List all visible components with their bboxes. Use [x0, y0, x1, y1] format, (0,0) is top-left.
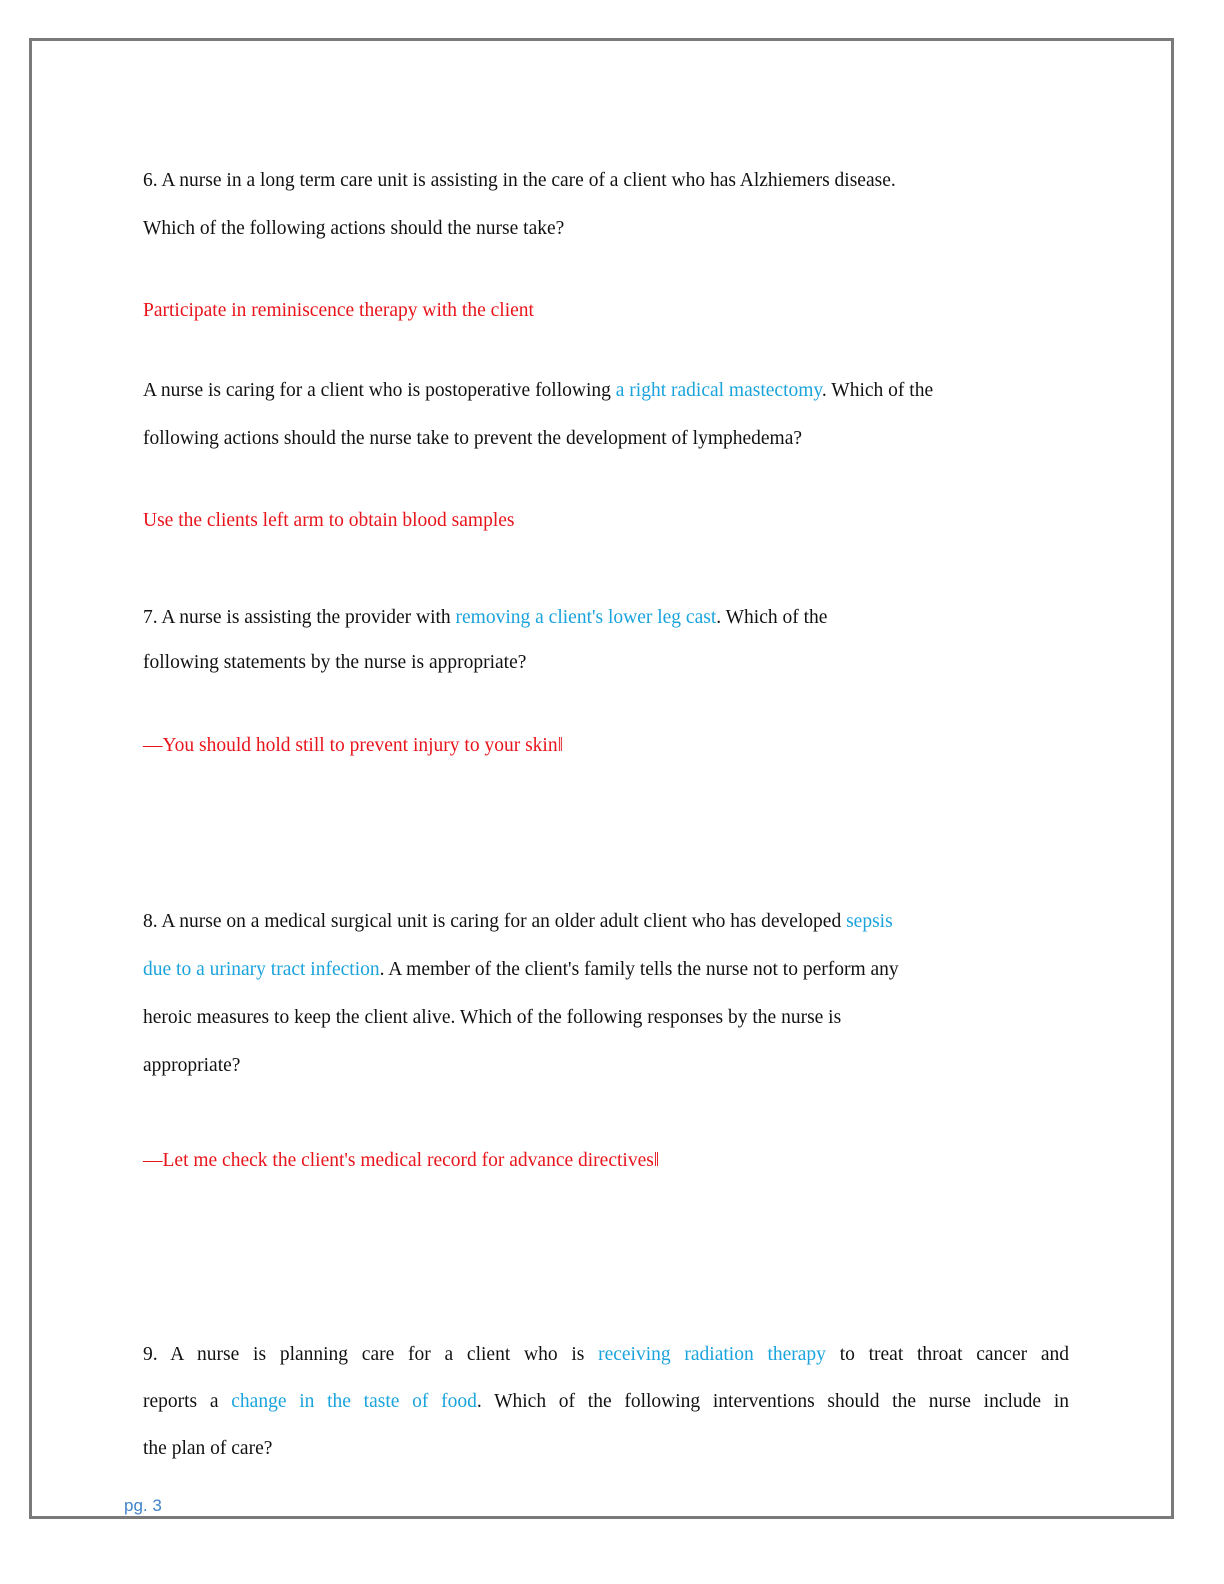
- q6b-answer: Use the clients left arm to obtain blood samples: [143, 510, 515, 531]
- q8-answer: —Let me check the client's medical record for advance directives‖: [143, 1150, 660, 1171]
- q8-highlight-2: due to a urinary tract infection: [143, 959, 380, 980]
- page-number: pg. 3: [124, 1496, 162, 1515]
- q9-line1: [143, 1342, 1069, 1368]
- q6b-line1-pre: A nurse is caring for a client who is postoperative following: [143, 380, 616, 401]
- q6-line1: 6. A nurse in a long term care unit is assisting in the care of a client who has Alzhiemers disease.: [143, 170, 896, 191]
- q9-line1-pre: 9. A nurse is planning care for a client who is: [143, 1344, 599, 1365]
- q6b-line2: following actions should the nurse take to prevent the development of lymphedema?: [143, 428, 803, 449]
- q9-line2-pre: reports a: [143, 1391, 232, 1412]
- q9-line3: the plan of care?: [143, 1438, 273, 1459]
- q8-highlight-1: sepsis: [846, 911, 893, 932]
- q7-answer: —You should hold still to prevent injury to your skin‖: [143, 735, 564, 756]
- q9-line1-post: to treat throat cancer and: [825, 1344, 1070, 1365]
- q8-line1: [143, 909, 893, 935]
- q6b-line1: [143, 378, 933, 404]
- q9-highlight-1: receiving radiation therapy: [598, 1344, 826, 1365]
- page-border: [29, 38, 1174, 1519]
- q8-line2-post: . A member of the client's family tells the nurse not to perform any: [379, 959, 899, 980]
- q8-line2: [143, 957, 899, 983]
- q9-line2-post: . Which of the following interventions should the nurse include in: [476, 1391, 1069, 1412]
- q7-line1: [143, 605, 827, 631]
- q7-line2: following statements by the nurse is appropriate?: [143, 652, 527, 673]
- q7-line1-pre: 7. A nurse is assisting the provider with: [143, 607, 456, 628]
- q6-answer: Participate in reminiscence therapy with the client: [143, 300, 534, 321]
- q6-line2: Which of the following actions should the nurse take?: [143, 218, 565, 239]
- q9-line2: [143, 1389, 1069, 1415]
- q7-highlight: removing a client's lower leg cast: [455, 607, 717, 628]
- q6b-line1-post: . Which of the: [821, 380, 934, 401]
- q8-line3: heroic measures to keep the client alive. Which of the following responses by the nurse is: [143, 1007, 842, 1028]
- q9-highlight-2: change in the taste of food: [231, 1391, 477, 1412]
- q8-line1-pre: 8. A nurse on a medical surgical unit is caring for an older adult client who has developed: [143, 911, 847, 932]
- q8-line4: appropriate?: [143, 1055, 241, 1076]
- q6b-highlight: a right radical mastectomy: [615, 380, 822, 401]
- q7-line1-post: . Which of the: [716, 607, 828, 628]
